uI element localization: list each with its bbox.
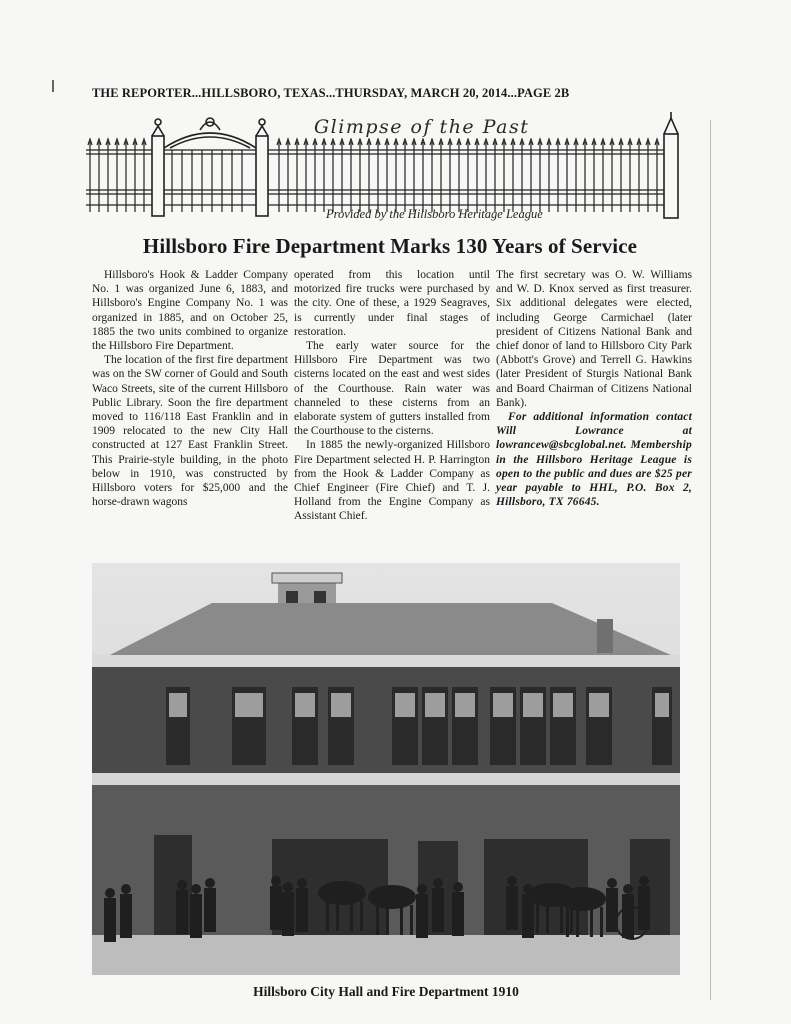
article-column-1 xyxy=(92,268,288,546)
article-paragraph: Hillsboro's Hook & Ladder Company No. 1 was organized June 6, 1883, and Hillsboro's Engine Company No. 1 was organized in 1885, and on October 25, 1885 the two units combined to organize the Hillsboro Fire Department. xyxy=(92,269,288,353)
photo-caption: Hillsboro City Hall and Fire Department 1910 xyxy=(253,984,519,999)
article-headline: Hillsboro Fire Department Marks 130 Years of Service xyxy=(142,234,638,258)
article-paragraph: In 1885 the newly-organized Hillsboro Fire Department selected H. P. Harrington from the Hook & Ladder Company as Chief Engineer (Fire Chief) and T. J. Holland from the Engine Company as Assistant Chief. xyxy=(294,439,490,523)
historic-photo xyxy=(92,563,680,975)
article-paragraph: The location of the first fire department was on the SW corner of Gould and South Waco Streets, site of the current Hillsboro Public Library. Soon the fire department moved to 116/118 East Franklin and in 1909 relocated to the new City Hall constructed at 127 East Franklin Street. This Prairie-style building, in the photo below in 1910, was constructed by Hillsboro voters for $25,000 and the horse-drawn wagons xyxy=(92,354,288,509)
contact-info: For additional information contact Will Lowrance at lowrancew@sbcglobal.net. Membership in the Hillsboro Heritage League is open to the public and dues are $25 per year payable to HHL, P.O. Box 2, Hillsboro, TX 76645. xyxy=(496,411,692,509)
masthead-title: Glimpse of the Past xyxy=(308,116,535,138)
historic-firehouse-photo xyxy=(92,563,680,975)
dateline: THE REPORTER...HILLSBORO, TEXAS...THURSDAY, MARCH 20, 2014...PAGE 2B xyxy=(92,86,570,100)
article-paragraph: operated from this location until motorized fire trucks were purchased by the city. One of these, a 1929 Seagraves, is currently under final stages of restoration. xyxy=(294,269,490,338)
scan-mark xyxy=(710,120,711,1000)
scan-mark xyxy=(52,80,54,92)
article-paragraph: The early water source for the Hillsboro Fire Department was two cisterns located on the east and west sides of the Courthouse. Rain water was channeled to these cisterns from an elaborate system of gutters installed from the Courthouse to the cisterns. xyxy=(294,340,490,438)
masthead-credit: Provided by the Hillsboro Heritage League xyxy=(326,207,543,221)
article-column-3 xyxy=(496,268,692,546)
article-body xyxy=(92,268,692,546)
article-column-2 xyxy=(294,268,490,546)
article-paragraph: The first secretary was O. W. Williams and W. D. Knox served as first treasurer. Six additional delegates were elected, including George Carmichael (later president of Citizens National Bank and chief donor of land to Hillsboro City Park (Abbott's Grove) and Terrell G. Hawkins (later President of Sturgis National Bank and Board Chairman of Citizens National Bank). xyxy=(496,269,692,409)
masthead xyxy=(86,108,686,230)
